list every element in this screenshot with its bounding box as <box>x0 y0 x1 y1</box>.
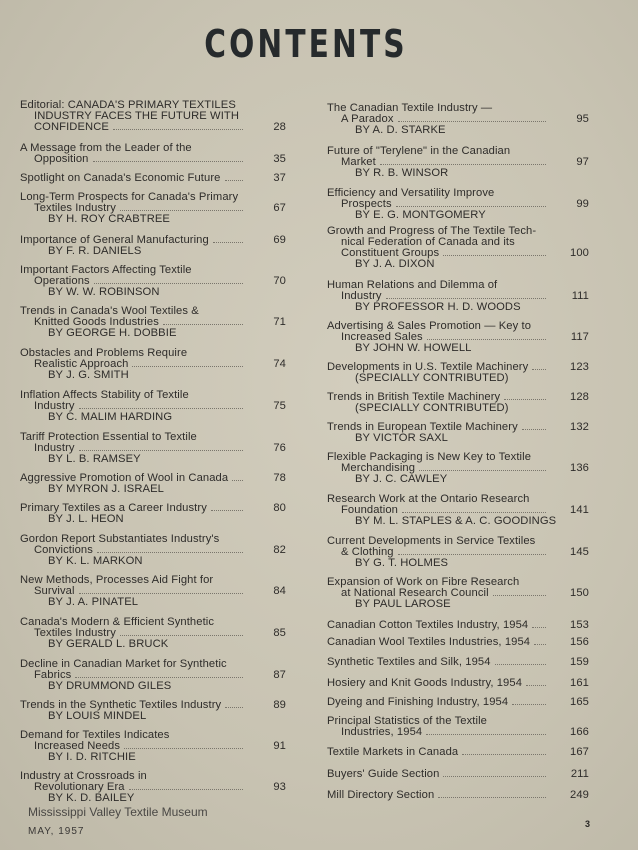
toc-entry-page: 132 <box>570 421 589 433</box>
toc-entry <box>20 771 286 804</box>
toc-entry-title-line: Industry <box>341 290 382 302</box>
toc-entry-author: BY GEORGE H. DOBBIE <box>48 327 177 339</box>
toc-entry-title-line: Increased Sales <box>341 331 423 343</box>
toc-entry-title-line: Current Developments in Service Textiles <box>327 535 536 547</box>
toc-entry <box>20 192 286 225</box>
toc-entry-title-line: Synthetic Textiles and Silk, 1954 <box>327 656 491 668</box>
dot-leader <box>79 408 243 409</box>
toc-entry <box>20 306 286 339</box>
toc-entry-author: BY R. B. WINSOR <box>355 167 449 179</box>
toc-entry-author: BY GERALD L. BRUCK <box>48 638 169 650</box>
toc-entry-title-line: Growth and Progress of The Textile Tech- <box>327 225 537 237</box>
toc-entry-title-line: Revolutionary Era <box>34 781 125 793</box>
toc-entry <box>327 577 589 610</box>
page-title: CONTENTS <box>204 22 408 66</box>
toc-entry-page: 123 <box>570 361 589 373</box>
dot-leader <box>232 480 243 481</box>
toc-entry-page: 91 <box>273 740 286 752</box>
toc-entry <box>327 637 589 648</box>
toc-entry-title-line: & Clothing <box>341 546 394 558</box>
toc-entry-author: BY MYRON J. ISRAEL <box>48 483 164 495</box>
dot-leader <box>93 161 244 162</box>
dot-leader <box>163 324 243 325</box>
toc-entry-page: 153 <box>570 619 589 631</box>
toc-entry <box>327 747 589 758</box>
toc-entry-title-line: Market <box>341 156 376 168</box>
toc-entry-page: 89 <box>273 699 286 711</box>
toc-entry-title-line: Canada's Modern & Efficient Synthetic <box>20 616 215 628</box>
toc-entry-page: 165 <box>570 696 589 708</box>
toc-entry-author: BY J. A. DIXON <box>355 258 435 270</box>
toc-entry-title-line: Developments in U.S. Textile Machinery <box>327 361 529 373</box>
dot-leader <box>79 450 243 451</box>
toc-entry-page: 80 <box>273 502 286 514</box>
toc-entry <box>327 620 589 631</box>
toc-entry-author: BY W. W. ROBINSON <box>48 286 160 298</box>
toc-entry-page: 249 <box>570 789 589 801</box>
toc-entry-author: BY J. G. SMITH <box>48 369 129 381</box>
toc-entry-page: 136 <box>570 462 589 474</box>
toc-entry-page: 82 <box>273 544 286 556</box>
toc-entry-title-line: Operations <box>34 275 90 287</box>
dot-leader <box>79 593 243 594</box>
toc-entry-title-line: Opposition <box>34 153 89 165</box>
toc-entry <box>327 678 589 689</box>
toc-entry-page: 74 <box>273 358 286 370</box>
toc-entry <box>20 730 286 763</box>
toc-entry-title-line: Constituent Groups <box>341 247 440 259</box>
dot-leader <box>120 210 243 211</box>
toc-entry-title-line: Industry <box>34 400 75 412</box>
toc-entry-author: BY PAUL LAROSE <box>355 598 451 610</box>
toc-entry-title-line: Research Work at the Ontario Research <box>327 493 530 505</box>
toc-entry-author: BY JOHN W. HOWELL <box>355 342 472 354</box>
toc-entry-author: BY J. L. HEON <box>48 513 124 525</box>
toc-entry <box>20 617 286 650</box>
toc-entry-title-line: Mill Directory Section <box>327 789 435 801</box>
toc-entry <box>20 473 286 495</box>
dot-leader <box>211 510 243 511</box>
toc-entry <box>20 143 286 165</box>
toc-entry <box>20 700 286 722</box>
dot-leader <box>97 552 243 553</box>
toc-entry <box>327 790 589 801</box>
toc-entry-title-line: Trends in British Textile Machinery <box>327 391 501 403</box>
toc-entry-author: BY J. A. PINATEL <box>48 596 139 608</box>
toc-entry-title-line: Demand for Textiles Indicates <box>20 729 170 741</box>
toc-entry-page: 128 <box>570 391 589 403</box>
toc-entry-page: 95 <box>576 113 589 125</box>
toc-entry <box>20 173 286 184</box>
toc-entry-title-line: Realistic Approach <box>34 358 129 370</box>
toc-entry-page: 93 <box>273 781 286 793</box>
toc-entry-title-line: Tariff Protection Essential to Textile <box>20 431 197 443</box>
toc-entry <box>20 534 286 567</box>
toc-entry-title-line: Increased Needs <box>34 740 121 752</box>
toc-entry <box>327 769 589 780</box>
toc-entry <box>20 100 286 133</box>
dot-leader <box>213 242 243 243</box>
toc-entry <box>20 390 286 423</box>
toc-entry-title-line: Buyers' Guide Section <box>327 768 440 780</box>
toc-entry-title-line: Textile Markets in Canada <box>327 746 459 758</box>
toc-entry <box>20 235 286 257</box>
toc-entry-page: 100 <box>570 247 589 259</box>
toc-entry-title-line: Convictions <box>34 544 93 556</box>
dot-leader <box>532 627 546 628</box>
toc-entry <box>20 265 286 298</box>
toc-entry-title-line: Importance of General Manufacturing <box>20 234 209 246</box>
toc-entry <box>327 321 589 354</box>
toc-entry-page: 145 <box>570 546 589 558</box>
toc-entry <box>327 188 589 221</box>
toc-entry-author: (SPECIALLY CONTRIBUTED) <box>355 372 509 384</box>
toc-entry-author: BY L. B. RAMSEY <box>48 453 141 465</box>
toc-entry <box>327 362 589 384</box>
toc-entry-page: 87 <box>273 669 286 681</box>
dot-leader <box>225 707 243 708</box>
toc-entry <box>327 103 589 136</box>
toc-entry-author: BY VICTOR SAXL <box>355 432 449 444</box>
dot-leader <box>534 644 546 645</box>
museum-watermark: Mississippi Valley Textile Museum <box>28 805 208 819</box>
toc-entry-title-line: Long-Term Prospects for Canada's Primary <box>20 191 239 203</box>
toc-entry-page: 99 <box>576 198 589 210</box>
toc-entry-page: 71 <box>273 316 286 328</box>
dot-leader <box>398 121 546 122</box>
page-number: 3 <box>585 819 591 829</box>
toc-entry-page: 28 <box>273 121 286 133</box>
toc-entry-title-line: Editorial: CANADA'S PRIMARY TEXTILES <box>20 99 236 111</box>
toc-entry-title-line: The Canadian Textile Industry — <box>327 102 493 114</box>
toc-entry-page: 85 <box>273 627 286 639</box>
dot-leader <box>75 677 243 678</box>
issue-date: MAY, 1957 <box>28 826 85 837</box>
dot-leader <box>462 754 546 755</box>
toc-entry-title-line: Inflation Affects Stability of Textile <box>20 389 189 401</box>
dot-leader <box>504 399 546 400</box>
toc-entry-page: 159 <box>570 656 589 668</box>
toc-entry-page: 67 <box>273 202 286 214</box>
toc-entry <box>327 494 589 527</box>
toc-entry-page: 211 <box>570 768 589 780</box>
toc-entry-title-line: Survival <box>34 585 75 597</box>
toc-entry-author: BY A. D. STARKE <box>355 124 446 136</box>
toc-entry-page: 141 <box>570 504 589 516</box>
toc-entry-author: (SPECIALLY CONTRIBUTED) <box>355 402 509 414</box>
toc-entry-title-line: Primary Textiles as a Career Industry <box>20 502 207 514</box>
toc-entry-title-line: nical Federation of Canada and its <box>341 236 515 248</box>
toc-entry-title-line: Advertising & Sales Promotion — Key to <box>327 320 532 332</box>
toc-entry-title-line: New Methods, Processes Aid Fight for <box>20 574 214 586</box>
dot-leader <box>443 255 546 256</box>
toc-entry-page: 111 <box>571 290 589 302</box>
toc-entry-title-line: Spotlight on Canada's Economic Future <box>20 172 221 184</box>
dot-leader <box>113 129 243 130</box>
toc-entry-author: BY PROFESSOR H. D. WOODS <box>355 301 521 313</box>
toc-entry-page: 78 <box>273 472 286 484</box>
toc-entry-page: 69 <box>273 234 286 246</box>
dot-leader <box>398 554 546 555</box>
dot-leader <box>94 283 243 284</box>
toc-entry-title-line: Future of "Terylene" in the Canadian <box>327 145 511 157</box>
toc-entry <box>327 422 589 444</box>
toc-entry-title-line: Dyeing and Finishing Industry, 1954 <box>327 696 509 708</box>
toc-entry-page: 37 <box>273 172 286 184</box>
toc-entry-title-line: Flexible Packaging is New Key to Textile <box>327 451 532 463</box>
toc-entry-page: 117 <box>570 331 589 343</box>
dot-leader <box>427 339 546 340</box>
toc-entry-title-line: CONFIDENCE <box>34 121 109 133</box>
toc-entry-page: 167 <box>570 746 589 758</box>
toc-entry-title-line: Trends in European Textile Machinery <box>327 421 518 433</box>
toc-entry <box>327 716 589 738</box>
toc-entry-title-line: Prospects <box>341 198 392 210</box>
toc-entry-page: 84 <box>273 585 286 597</box>
toc-entry-author: BY K. D. BAILEY <box>48 792 135 804</box>
dot-leader <box>386 298 546 299</box>
toc-entry-author: BY E. G. MONTGOMERY <box>355 209 486 221</box>
dot-leader <box>526 685 546 686</box>
toc-entry-author: BY K. L. MARKON <box>48 555 143 567</box>
toc-entry-title-line: Decline in Canadian Market for Synthetic <box>20 658 227 670</box>
toc-entry-title-line: Industry <box>34 442 75 454</box>
toc-entry-page: 166 <box>570 726 589 738</box>
dot-leader <box>495 664 546 665</box>
toc-entry-title-line: A Paradox <box>341 113 394 125</box>
toc-entry-title-line: Gordon Report Substantiates Industry's <box>20 533 220 545</box>
toc-entry-title-line: Industry at Crossroads in <box>20 770 147 782</box>
toc-entry <box>327 280 589 313</box>
toc-entry <box>327 392 589 414</box>
toc-entry <box>20 503 286 525</box>
toc-entry-title-line: Trends in the Synthetic Textiles Industry <box>20 699 222 711</box>
toc-entry-author: BY G. T. HOLMES <box>355 557 449 569</box>
toc-entry <box>20 575 286 608</box>
dot-leader <box>120 635 243 636</box>
toc-entry-title-line: Principal Statistics of the Textile <box>327 715 487 727</box>
toc-entry-title-line: Knitted Goods Industries <box>34 316 159 328</box>
toc-entry-title-line: Human Relations and Dilemma of <box>327 279 498 291</box>
toc-entry-title-line: Obstacles and Problems Require <box>20 347 188 359</box>
toc-entry-page: 70 <box>273 275 286 287</box>
toc-entry <box>327 226 589 270</box>
dot-leader <box>438 797 546 798</box>
toc-entry-title-line: Expansion of Work on Fibre Research <box>327 576 520 588</box>
toc-entry-page: 150 <box>570 587 589 599</box>
toc-entry-author: BY J. C. CAWLEY <box>355 473 448 485</box>
dot-leader <box>225 180 244 181</box>
dot-leader <box>512 704 546 705</box>
toc-entry-title-line: Efficiency and Versatility Improve <box>327 187 495 199</box>
toc-entry <box>20 348 286 381</box>
toc-entry-page: 35 <box>273 153 286 165</box>
toc-entry-title-line: Fabrics <box>34 669 72 681</box>
dot-leader <box>124 748 243 749</box>
dot-leader <box>402 512 546 513</box>
dot-leader <box>380 164 546 165</box>
toc-entry-page: 76 <box>273 442 286 454</box>
toc-entry-author: BY LOUIS MINDEL <box>48 710 147 722</box>
toc-entry-title-line: at National Research Council <box>341 587 489 599</box>
toc-entry-title-line: Canadian Wool Textiles Industries, 1954 <box>327 636 531 648</box>
toc-entry-page: 97 <box>576 156 589 168</box>
toc-entry <box>327 697 589 708</box>
dot-leader <box>522 429 546 430</box>
toc-entry <box>20 432 286 465</box>
dot-leader <box>426 734 546 735</box>
toc-entry-author: BY F. R. DANIELS <box>48 245 142 257</box>
toc-entry-title-line: A Message from the Leader of the <box>20 142 192 154</box>
toc-entry-author: BY DRUMMOND GILES <box>48 680 172 692</box>
toc-entry-title-line: Canadian Cotton Textiles Industry, 1954 <box>327 619 529 631</box>
toc-entry-author: BY M. L. STAPLES & A. C. GOODINGS <box>355 515 557 527</box>
dot-leader <box>443 776 546 777</box>
toc-entry-title-line: Hosiery and Knit Goods Industry, 1954 <box>327 677 523 689</box>
toc-entry-title-line: Textiles Industry <box>34 627 116 639</box>
dot-leader <box>419 470 546 471</box>
toc-entry <box>20 659 286 692</box>
toc-entry-title-line: Trends in Canada's Wool Textiles & <box>20 305 199 317</box>
toc-entry-title-line: Aggressive Promotion of Wool in Canada <box>20 472 229 484</box>
toc-entry-title-line: Industries, 1954 <box>341 726 423 738</box>
toc-entry-page: 161 <box>570 677 589 689</box>
toc-entry-author: BY C. MALIM HARDING <box>48 411 173 423</box>
toc-entry <box>327 657 589 668</box>
toc-entry-title-line: Textiles Industry <box>34 202 116 214</box>
toc-entry-author: BY H. ROY CRABTREE <box>48 213 170 225</box>
toc-entry-title-line: Merchandising <box>341 462 416 474</box>
toc-entry-title-line: INDUSTRY FACES THE FUTURE WITH <box>34 110 240 122</box>
toc-entry <box>327 146 589 179</box>
dot-leader <box>532 369 546 370</box>
toc-entry-page: 156 <box>570 636 589 648</box>
toc-entry <box>327 536 589 569</box>
toc-entry-title-line: Foundation <box>341 504 398 516</box>
dot-leader <box>493 595 546 596</box>
dot-leader <box>129 789 243 790</box>
toc-entry-page: 75 <box>273 400 286 412</box>
toc-entry-title-line: Important Factors Affecting Textile <box>20 264 192 276</box>
dot-leader <box>396 206 546 207</box>
dot-leader <box>132 366 243 367</box>
toc-entry-author: BY I. D. RITCHIE <box>48 751 136 763</box>
toc-entry <box>327 452 589 485</box>
